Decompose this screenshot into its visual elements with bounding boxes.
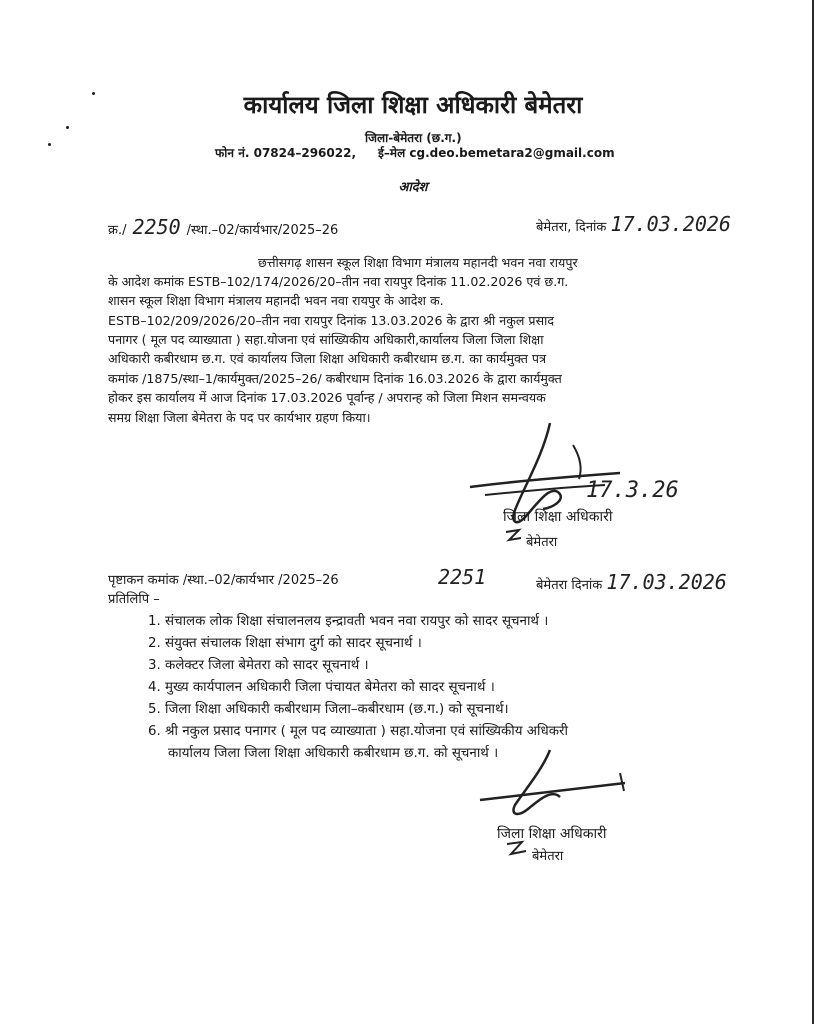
copy-to-label: प्रतिलिपि – xyxy=(108,592,160,607)
order-date-handwritten: 17.03.2026 xyxy=(610,212,731,236)
office-phone: फोन नं. 07824–296022, xyxy=(215,146,356,160)
office-title: कार्यालय जिला शिक्षा अधिकारी बेमेतरा xyxy=(243,91,583,119)
endorsement-date-handwritten: 17.03.2026 xyxy=(606,570,727,594)
initial-scribble-2 xyxy=(504,838,530,862)
office-email: ई–मेल cg.deo.bemetara2@gmail.com xyxy=(378,146,615,160)
order-prefix: क्र./ xyxy=(108,223,127,238)
initial-scribble xyxy=(503,526,525,548)
body-line: अधिकारी कबीरधाम छ.ग. एवं कार्यालय जिला शिक्षा अधिकारी कबीरधाम छ.ग. का कार्यमुक्त पत्र xyxy=(108,351,547,366)
order-heading: आदेश xyxy=(398,180,428,195)
endorsement-date-line xyxy=(536,570,727,594)
copy-list-item: 6. श्री नकुल प्रसाद पनागर ( मूल पद व्याख्याता ) सहा.योजना एवं सांख्यिकीय अधिकरी xyxy=(148,724,568,739)
body-line: होकर इस कार्यालय में आज दिनांक 17.03.2026 पूर्वान्ह / अपरान्ह को जिला मिशन समन्वयक xyxy=(108,390,546,405)
order-date-label: बेमेतरा, दिनांक xyxy=(536,220,607,235)
endorsement-label: पृष्टाकन कमांक /स्था.–02/कार्यभार /2025–26 xyxy=(108,573,339,588)
copy-list-item-continued: कार्यालय जिला जिला शिक्षा अधिकारी कबीरधाम छ.ग. को सूचनार्थ । xyxy=(168,746,499,761)
endorsement-date-label: बेमेतरा दिनांक xyxy=(536,578,603,593)
copy-list-item: 4. मुख्य कार्यपालन अधिकारी जिला पंचायत बेमेतरा को सादर सूचनार्थ । xyxy=(148,680,495,695)
body-line: पनागर ( मूल पद व्याख्याता ) सहा.योजना एवं सांख्यिकीय अधिकारी,कार्यालय जिला जिला शिक्षा xyxy=(108,332,544,347)
body-line: शासन स्कूल शिक्षा विभाग मंत्रालय महानदी भवन नवा रायपुर के आदेश क. xyxy=(108,293,444,308)
signatory-designation-2: जिला शिक्षा अधिकारी xyxy=(497,826,607,842)
signatory-designation: जिला शिक्षा अधिकारी xyxy=(503,509,613,525)
scan-speck xyxy=(48,143,51,146)
scan-speck xyxy=(66,126,69,129)
copy-list-item: 3. कलेक्टर जिला बेमेतरा को सादर सूचनार्थ । xyxy=(148,658,369,673)
order-date-line xyxy=(536,212,731,236)
scan-edge xyxy=(812,0,814,1024)
body-line: ESTB–102/209/2026/20–तीन नवा रायपुर दिनांक 13.03.2026 के द्वारा श्री नकुल प्रसाद xyxy=(108,313,555,328)
order-suffix: /स्था.–02/कार्यभार/2025–26 xyxy=(186,223,339,238)
signature-scribble-2 xyxy=(470,745,635,825)
copy-list-item: 1. संचालक लोक शिक्षा संचालनलय इन्द्रावती भवन नवा रायपुर को सादर सूचनार्थ । xyxy=(148,614,549,629)
copy-list-item: 5. जिला शिक्षा अधिकारी कबीरधाम जिला–कबीरधाम (छ.ग.) को सूचनार्थ। xyxy=(148,702,509,717)
signatory-place-2: बेमेतरा xyxy=(532,849,564,864)
signature-date-handwritten: 17.3.26 xyxy=(586,478,679,503)
endorsement-number-handwritten: 2251 xyxy=(438,565,487,589)
body-line: कमांक /1875/स्था–1/कार्यमुक्त/2025–26/ कबीरधाम दिनांक 16.03.2026 के द्वारा कार्यमुक्त xyxy=(108,371,562,386)
order-number-line xyxy=(108,215,338,239)
body-line: के आदेश कमांक ESTB–102/174/2026/20–तीन नवा रायपुर दिनांक 11.02.2026 एवं छ.ग. xyxy=(108,274,569,289)
order-number-handwritten: 2250 xyxy=(132,215,181,239)
signatory-place: बेमेतरा xyxy=(526,535,558,550)
office-district: जिला-बेमेतरा (छ.ग.) xyxy=(365,131,462,145)
body-line: समग्र शिक्षा जिला बेमेतरा के पद पर कार्यभार ग्रहण किया। xyxy=(108,410,371,425)
copy-list-item: 2. संयुक्त संचालक शिक्षा संभाग दुर्ग को सादर सूचनार्थ । xyxy=(148,636,422,651)
body-line: छत्तीसगढ़ शासन स्कूल शिक्षा विभाग मंत्रालय महानदी भवन नवा रायपुर xyxy=(258,255,578,270)
